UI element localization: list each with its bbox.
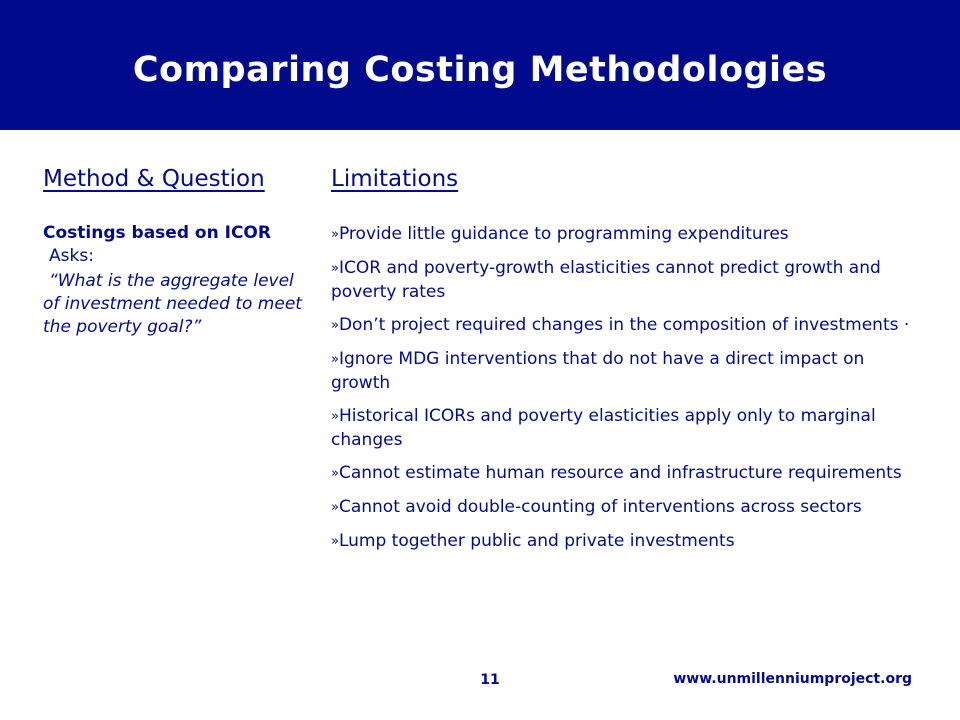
limitation-text: Lump together public and private investments (338, 531, 735, 551)
website-url: www.unmillenniumproject.org (673, 671, 912, 687)
method-name: Costings based on ICOR (43, 223, 271, 243)
list-item (331, 257, 921, 304)
list-item (331, 405, 921, 452)
method-column (43, 222, 313, 339)
list-item (331, 462, 921, 486)
method-question (43, 270, 313, 339)
bullet-arrow-icon: » (331, 534, 339, 549)
list-item (331, 348, 921, 395)
bullet-arrow-icon: » (331, 318, 339, 333)
page-number: 11 (480, 672, 500, 688)
bullet-arrow-icon: » (331, 352, 339, 367)
bullet-arrow-icon: » (331, 466, 339, 481)
list-item (331, 223, 921, 247)
limitations-list (331, 223, 921, 564)
title-banner (0, 0, 960, 130)
list-item (331, 530, 921, 554)
slide-title: Comparing Costing Methodologies (132, 50, 828, 90)
limitation-text: Don’t project required changes in the composition of investments · (338, 315, 910, 335)
list-item (331, 496, 921, 520)
method-column-heading: Method & Question (43, 166, 265, 192)
bullet-arrow-icon: » (331, 409, 339, 424)
limitation-text: Historical ICORs and poverty elasticities apply only to marginal changes (331, 406, 876, 450)
limitation-text: Cannot avoid double-counting of interventions across sectors (338, 497, 862, 517)
bullet-arrow-icon: » (331, 500, 339, 515)
bullet-arrow-icon: » (331, 227, 339, 242)
asks-label: Asks: (49, 246, 94, 266)
limitations-column-heading: Limitations (331, 166, 459, 192)
question-first-line: “What is the aggregate (49, 271, 248, 291)
question-rest: level of investment needed to meet the poverty goal?” (43, 271, 302, 337)
limitation-text: Cannot estimate human resource and infrastructure requirements (338, 463, 902, 483)
bullet-arrow-icon: » (331, 261, 339, 276)
limitation-text: Provide little guidance to programming expenditures (338, 224, 789, 244)
list-item (331, 314, 921, 338)
limitation-text: ICOR and poverty-growth elasticities cannot predict growth and poverty rates (331, 258, 881, 302)
limitation-text: Ignore MDG interventions that do not have a direct impact on growth (331, 349, 865, 393)
